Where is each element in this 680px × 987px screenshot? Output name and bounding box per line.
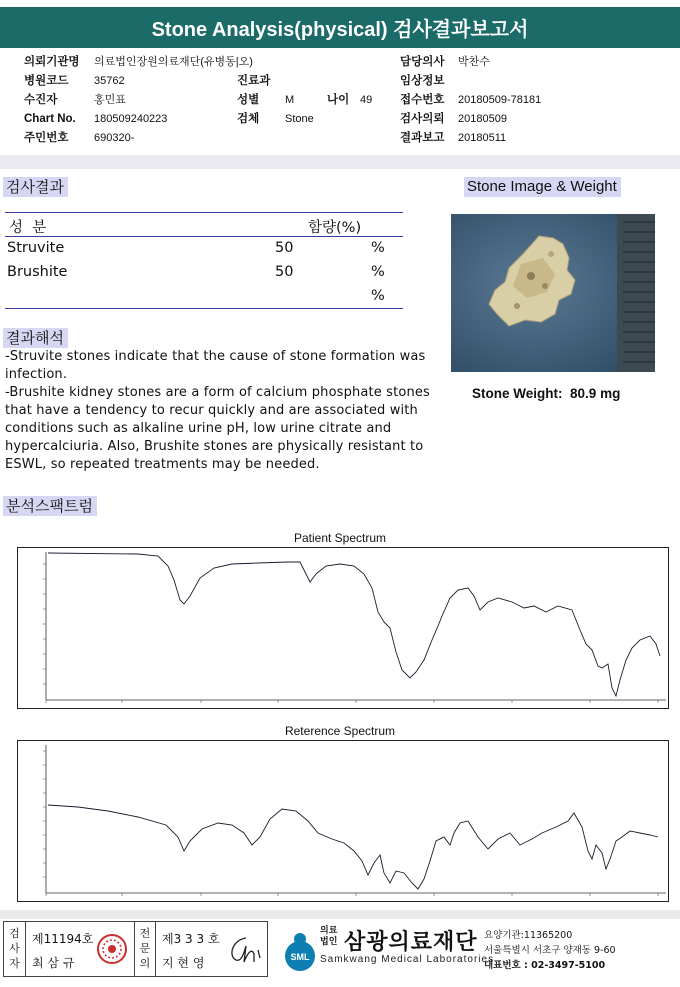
resident-no-value: 690320- [94, 132, 135, 144]
table-row [5, 237, 403, 261]
sex-label: 성별 [237, 94, 260, 106]
org-prefix: 의료법인 [320, 926, 338, 947]
report-date-value: 20180511 [458, 132, 507, 144]
specialist-role: 전문의 [134, 922, 156, 976]
doctor-value: 박찬수 [458, 56, 490, 68]
org-address: 서울특별시 서초구 양재동 9-60 [484, 945, 616, 956]
hospital-code-value: 35762 [94, 75, 125, 87]
patient-spectrum-svg [18, 548, 668, 708]
collector-label: 수진자 [24, 94, 58, 106]
examiner-license: 제11194호 [32, 932, 94, 946]
result-table [5, 212, 403, 309]
patient-spectrum-chart [17, 547, 669, 709]
component-unit: % [371, 240, 385, 256]
org-code: 요양기관:11365200 [484, 930, 573, 941]
stone-section-title: Stone Image & Weight [464, 177, 621, 197]
specialist-name: 지 현 영 [162, 956, 205, 970]
collector-value: 홍민표 [94, 94, 126, 106]
stone-weight [472, 386, 620, 401]
weight-unit: mg [600, 386, 621, 401]
department-label: 진료과 [237, 75, 271, 87]
report-date-label: 결과보고 [400, 132, 445, 144]
age-label: 나이 [327, 94, 350, 106]
chart-no-value: 180509240223 [94, 113, 168, 125]
org-english-name: Samkwang Medical Laboratories [320, 954, 495, 965]
doctor-label: 담당의사 [400, 56, 445, 68]
reference-spectrum-chart [17, 740, 669, 902]
interpretation-body: -Struvite stones indicate that the cause of stone formation was infection. -Brushite kidney stones are a form of calcium phosphate stones that have a tendency to recur quickly and are associated with conditions such as alkaline urine pH, low urine citrate and hypercalciuria. Also, Brushite stones are physically resistant to ESWL, so repeated treatments may be needed. [5, 349, 430, 472]
component-value: 50 [275, 264, 294, 280]
interpretation-text [5, 348, 433, 474]
report-title: Stone Analysis(physical) 검사결과보고서 [0, 7, 680, 48]
request-date-label: 검사의뢰 [400, 113, 445, 125]
stone-photo [451, 214, 655, 372]
weight-value: 80.9 [570, 386, 597, 401]
examiner-seal [96, 932, 128, 966]
logo-text: SML [290, 952, 310, 962]
table-row [5, 261, 403, 285]
component-name: Brushite [7, 264, 68, 280]
age-value: 49 [360, 94, 373, 106]
chart-no-label: Chart No. [24, 113, 76, 125]
info-col-3 [400, 53, 541, 148]
hospital-code-label: 병원코드 [24, 75, 69, 87]
receipt-no-value: 20180509-78181 [458, 94, 542, 106]
sex-value: M [285, 94, 295, 106]
results-section-title: 검사결과 [3, 177, 68, 197]
reference-spectrum-svg [18, 741, 668, 901]
institution-value: 의료법인장원의료재단(유병동|오) [94, 56, 253, 68]
specialist-license: 제3 3 3 호 [162, 932, 220, 946]
specimen-value: Stone [285, 113, 314, 125]
sml-logo-icon [270, 922, 320, 974]
col-component-header: 성 분 [9, 220, 47, 236]
specimen-label: 검체 [237, 113, 260, 125]
info-col-1 [24, 53, 253, 148]
col-content-header: 함량(%) [308, 220, 362, 236]
signature-box [3, 921, 268, 977]
spectrum-section-title: 분석스팩트럼 [3, 496, 97, 516]
patient-spectrum-title: Patient Spectrum [293, 531, 387, 545]
component-unit: % [371, 288, 385, 304]
interpretation-section-title: 결과해석 [3, 328, 68, 348]
specialist-signature [224, 932, 264, 968]
receipt-no-label: 접수번호 [400, 94, 445, 106]
weight-label: Stone Weight: [472, 386, 563, 401]
info-col-2 [237, 72, 372, 129]
reference-spectrum-title: Reterence Spectrum [284, 724, 396, 738]
request-date-value: 20180509 [458, 113, 507, 125]
examiner-name: 최 삼 규 [32, 956, 75, 970]
table-header [5, 213, 403, 237]
clinical-info-label: 임상정보 [400, 75, 445, 87]
institution-label: 의뢰기관명 [24, 56, 80, 68]
resident-no-label: 주민번호 [24, 132, 69, 144]
table-row [5, 285, 403, 309]
component-value: 50 [275, 240, 294, 256]
examiner-role: 검사자 [4, 922, 26, 976]
divider-band [0, 155, 680, 169]
footer-divider [0, 910, 680, 919]
component-name: Struvite [7, 240, 65, 256]
org-name: 삼광의료재단 [344, 930, 478, 955]
component-unit: % [371, 264, 385, 280]
org-phone: 대표번호 : 02-3497-5100 [484, 960, 606, 971]
